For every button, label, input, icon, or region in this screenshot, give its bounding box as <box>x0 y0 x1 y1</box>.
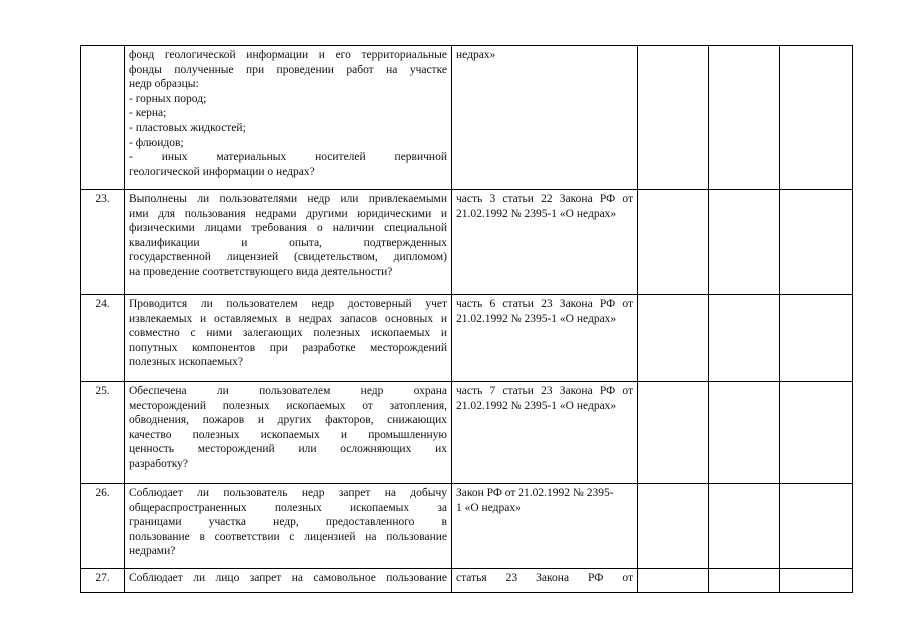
answer-yes-cell <box>638 569 709 593</box>
question-cell <box>125 295 452 382</box>
not-applicable-cell <box>780 295 853 382</box>
question-line: попутных компонентов при разработке месторождений <box>129 341 447 354</box>
table-row <box>81 46 853 190</box>
legal-basis-cell <box>452 569 638 593</box>
row-number: 27. <box>81 569 125 593</box>
not-applicable-cell <box>780 190 853 295</box>
checklist-table <box>80 45 853 593</box>
question-line: извлекаемых и оставляемых в недрах запасов основных и <box>129 312 447 325</box>
question-line: Выполнены ли пользователями недр или привлекаемыми <box>129 193 447 205</box>
table-row <box>81 190 853 295</box>
question-line: полезных ископаемых? <box>129 356 244 369</box>
row-number: 24. <box>81 295 125 382</box>
legal-basis-line: Закон РФ от 21.02.1992 № 2395- <box>456 487 614 499</box>
question-cell <box>125 190 452 295</box>
question-line: Соблюдает ли пользователь недр запрет на добычу <box>129 487 447 499</box>
answer-yes-cell <box>638 382 709 484</box>
legal-basis-cell <box>452 46 638 190</box>
answer-yes-cell <box>638 484 709 569</box>
question-line: месторождений полезных ископаемых от затопления, <box>129 399 447 412</box>
question-line: ими для пользования недрами другими юридическими и <box>129 207 447 220</box>
legal-basis-line: 1 «О недрах» <box>456 501 521 514</box>
question-line: Соблюдает ли лицо запрет на самовольное пользование <box>129 572 447 584</box>
question-line: - пластовых жидкостей; <box>129 121 246 134</box>
question-cell <box>125 484 452 569</box>
answer-no-cell <box>709 190 780 295</box>
row-number: 25. <box>81 382 125 484</box>
answer-no-cell <box>709 484 780 569</box>
question-line: ценность месторождений или осложняющих их <box>129 443 447 456</box>
row-number <box>81 46 125 190</box>
legal-basis-cell <box>452 484 638 569</box>
question-line: разработку? <box>129 457 189 470</box>
table-row <box>81 382 853 484</box>
row-number: 26. <box>81 484 125 569</box>
legal-basis-line: 21.02.1992 № 2395-1 «О недрах» <box>456 399 617 412</box>
table-row <box>81 295 853 382</box>
answer-no-cell <box>709 295 780 382</box>
question-line: границами участка недр, предоставленного в <box>129 516 447 529</box>
answer-yes-cell <box>638 46 709 190</box>
answer-no-cell <box>709 382 780 484</box>
question-line: - флюидов; <box>129 136 184 149</box>
question-line: общераспространенных полезных ископаемых за <box>129 501 447 514</box>
answer-yes-cell <box>638 295 709 382</box>
row-number: 23. <box>81 190 125 295</box>
legal-basis-cell <box>452 295 638 382</box>
question-line: - горных пород; <box>129 92 207 105</box>
question-line: - иных материальных носителей первичной <box>129 151 447 164</box>
question-line: качество полезных ископаемых и промышленную <box>129 428 447 441</box>
answer-no-cell <box>709 569 780 593</box>
answer-yes-cell <box>638 190 709 295</box>
question-line: физическими лицами требования о наличии специальной <box>129 222 447 235</box>
legal-basis-line: 21.02.1992 № 2395-1 «О недрах» <box>456 207 617 220</box>
question-line: обводнения, пожаров и других факторов, снижающих <box>129 414 447 427</box>
question-line: фонд геологической информации и его территориальные <box>129 49 447 61</box>
question-line: пользование в соответствии с лицензией на пользование <box>129 530 447 543</box>
legal-basis-line: статья 23 Закона РФ от <box>456 572 633 584</box>
question-line: фонды полученные при проведении работ на участке <box>129 63 447 76</box>
not-applicable-cell <box>780 382 853 484</box>
legal-basis-line: часть 6 статьи 23 Закона РФ от <box>456 298 633 310</box>
not-applicable-cell <box>780 569 853 593</box>
question-line: геологической информации о недрах? <box>129 165 315 178</box>
legal-basis-line: 21.02.1992 № 2395-1 «О недрах» <box>456 312 617 325</box>
question-line: квалификации и опыта, подтвержденных <box>129 236 447 249</box>
question-cell <box>125 46 452 190</box>
question-line: недр образцы: <box>129 78 199 91</box>
checklist-body <box>81 46 853 593</box>
not-applicable-cell <box>780 46 853 190</box>
legal-basis-line: часть 3 статьи 22 Закона РФ от <box>456 193 633 205</box>
legal-basis-line: часть 7 статьи 23 Закона РФ от <box>456 385 633 397</box>
table-row <box>81 484 853 569</box>
legal-basis-cell <box>452 382 638 484</box>
question-cell <box>125 382 452 484</box>
question-cell <box>125 569 452 593</box>
not-applicable-cell <box>780 484 853 569</box>
question-line: на проведение соответствующего вида деятельности? <box>129 265 393 278</box>
question-line: государственной лицензией (свидетельством, дипломом) <box>129 251 447 264</box>
question-line: Проводится ли пользователем недр достоверный учет <box>129 298 447 310</box>
table-row <box>81 569 853 593</box>
question-line: недрами? <box>129 545 176 558</box>
answer-no-cell <box>709 46 780 190</box>
legal-basis-cell <box>452 190 638 295</box>
question-line: Обеспечена ли пользователем недр охрана <box>129 385 447 397</box>
question-line: - керна; <box>129 107 167 120</box>
question-line: совместно с ними залегающих полезных ископаемых и <box>129 327 447 340</box>
legal-basis-line: недрах» <box>456 49 496 61</box>
